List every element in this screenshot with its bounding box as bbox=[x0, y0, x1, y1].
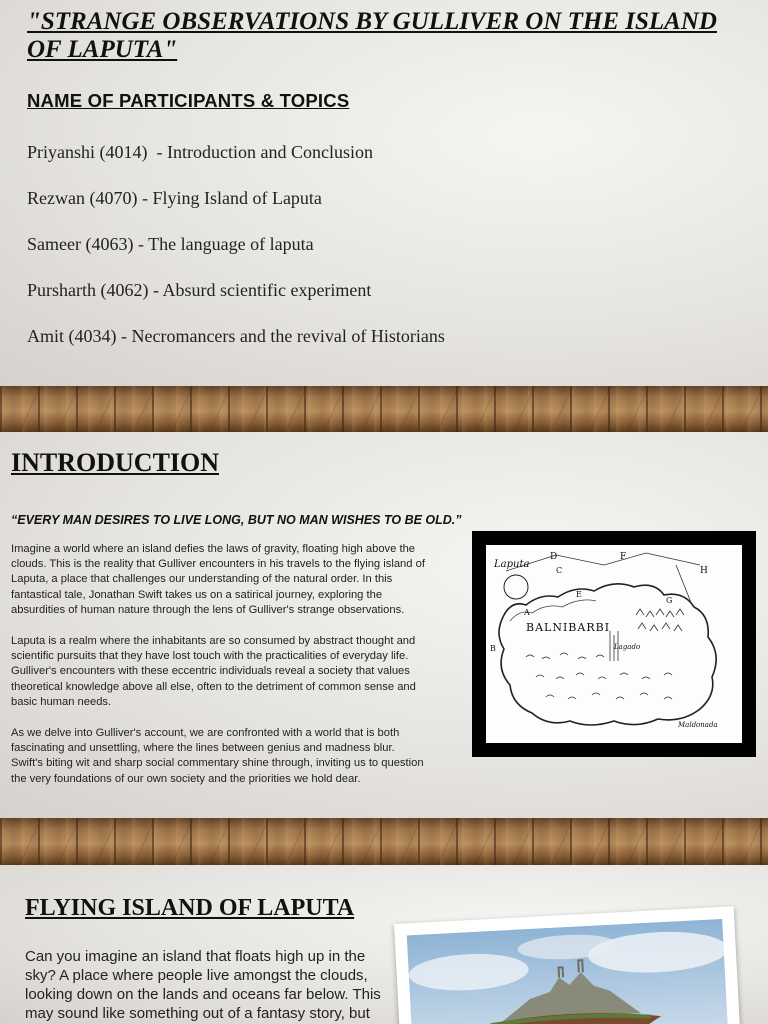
map-label-g: G bbox=[666, 596, 673, 605]
participants-heading: NAME OF PARTICIPANTS & TOPICS bbox=[27, 90, 350, 111]
flying-island-heading: FLYING ISLAND OF LAPUTA bbox=[25, 895, 355, 921]
participant-item: Priyanshi (4014) - Introduction and Conclusion bbox=[27, 142, 373, 162]
wood-floor-divider bbox=[0, 818, 768, 865]
intro-quote: “EVERY MAN DESIRES TO LIVE LONG, BUT NO MAN WISHES TO BE OLD.” bbox=[11, 513, 462, 527]
slide-participants bbox=[0, 0, 768, 386]
participant-item: Rezwan (4070) - Flying Island of Laputa bbox=[27, 188, 322, 208]
slide-flying-island bbox=[0, 865, 768, 1024]
floating-island-illustration bbox=[407, 919, 730, 1024]
map-label-city: Lagado bbox=[614, 643, 641, 651]
intro-paragraph: As we delve into Gulliver's account, we are confronted with a world that is both fascinating and unsettling, where the lines between genius and madness blur. Swift's biting wit and sharp social commentary shine through, inviting us to question the very foundations of our own society and the priorities we hold dear. bbox=[11, 727, 424, 785]
map-label-e: E bbox=[576, 590, 582, 599]
wood-floor-divider bbox=[0, 386, 768, 432]
slide-introduction bbox=[0, 432, 768, 818]
intro-paragraph: Imagine a world where an island defies the laws of gravity, floating high above the clouds. This is the reality that Gulliver encounters in his travels to the flying island of Laputa, a place that challenges our understanding of the natural order. In this fantastical tale, Jonathan Swift takes us on a satirical journey, exploring the absurdities of human nature through the lens of Gulliver's strange observations. bbox=[11, 543, 425, 616]
floating-island-photo bbox=[394, 906, 742, 1024]
map-label-laputa: Laputa bbox=[494, 559, 530, 570]
participant-item: Amit (4034) - Necromancers and the revival of Historians bbox=[27, 326, 445, 346]
map-label-d: D bbox=[550, 552, 558, 562]
map-label-b: B bbox=[490, 644, 496, 653]
map-label-c: C bbox=[556, 566, 563, 575]
participant-item: Pursharth (4062) - Absurd scientific experiment bbox=[27, 280, 372, 300]
map-label-a: A bbox=[524, 608, 530, 617]
map-illustration bbox=[486, 545, 742, 743]
map-label-h: H bbox=[700, 566, 708, 576]
map-label-region: BALNIBARBI bbox=[526, 621, 611, 634]
intro-paragraph: Laputa is a realm where the inhabitants are so consumed by abstract thought and scientific pursuits that they have lost touch with the practicalities of everyday life. Gulliver's encounters with these eccentric individuals reveal a society that values theoretical knowledge above all else, often to the detriment of common sense and basic human needs. bbox=[11, 635, 416, 708]
map-label-port: Maldonada bbox=[678, 721, 718, 729]
introduction-heading: INTRODUCTION bbox=[11, 448, 220, 477]
map-label-f: F bbox=[620, 552, 627, 562]
laputa-map-image bbox=[472, 531, 756, 757]
participant-item: Sameer (4063) - The language of laputa bbox=[27, 234, 314, 254]
presentation-title: "STRANGE OBSERVATIONS BY GULLIVER ON THE ISLAND OF LAPUTA" bbox=[27, 8, 717, 63]
flying-island-paragraph: Can you imagine an island that floats high up in the sky? A place where people live amongst the clouds, looking down on the lands and oceans far below. This may sound like something out of a fantasy story, but bbox=[25, 948, 381, 1022]
